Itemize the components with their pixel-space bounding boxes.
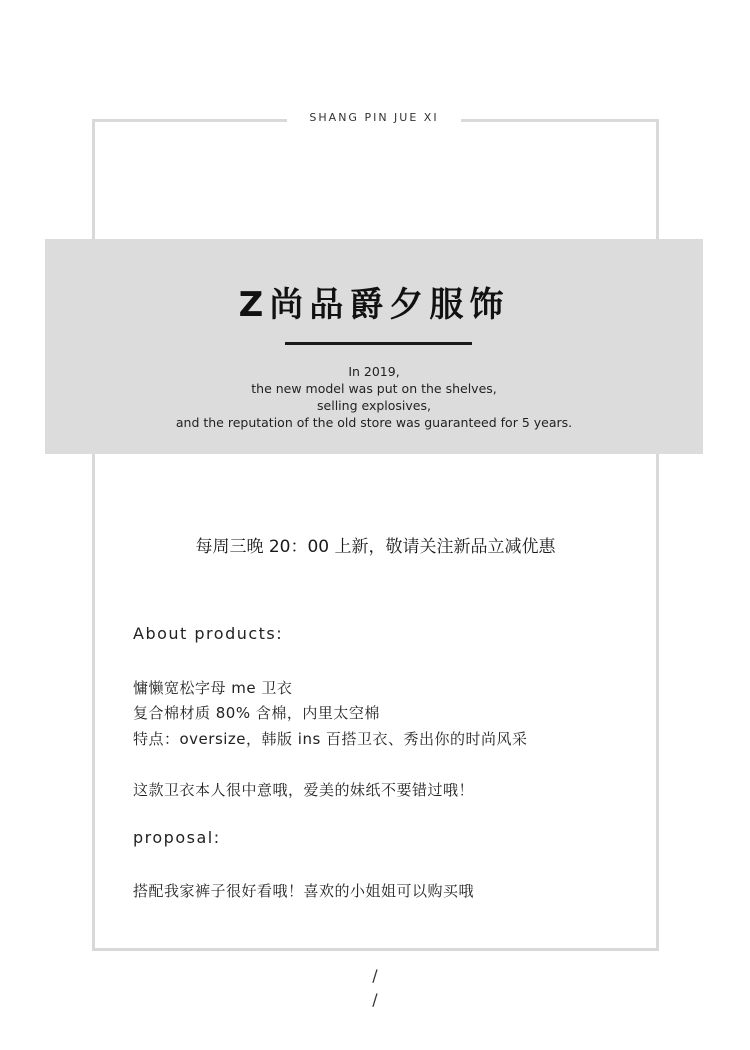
slogan-line: the new model was put on the shelves,: [251, 381, 497, 396]
about-line-name: 慵懒宽松字母 me 卫衣: [133, 679, 293, 697]
new-arrival-notice: 每周三晚 20：00 上新，敬请关注新品立减优惠: [195, 537, 556, 557]
slogan-line: In 2019,: [348, 364, 400, 379]
slogan-block: [45, 363, 703, 431]
divider-slash: /: [372, 990, 378, 1009]
shop-title: Z尚品爵夕服饰: [238, 285, 510, 325]
slogan-line: and the reputation of the old store was guaranteed for 5 years.: [175, 415, 573, 430]
divider-slash: /: [372, 966, 378, 985]
title-banner: [45, 239, 703, 454]
proposal-heading: proposal:: [133, 828, 221, 847]
slogan-line: selling explosives,: [317, 398, 431, 413]
about-note: 这款卫衣本人很中意哦，爱美的妹纸不要错过哦！: [133, 781, 475, 799]
about-line-features: 特点：oversize，韩版 ins 百搭卫衣、秀出你的时尚风采: [133, 730, 528, 748]
title-underline: [285, 342, 472, 345]
about-products-heading: About products:: [133, 624, 284, 643]
proposal-text: 搭配我家裤子很好看哦！喜欢的小姐姐可以购买哦: [133, 882, 475, 900]
about-line-material: 复合棉材质 80% 含棉，内里太空棉: [133, 704, 380, 722]
brand-english-name: SHANG PIN JUE XI: [287, 108, 461, 128]
